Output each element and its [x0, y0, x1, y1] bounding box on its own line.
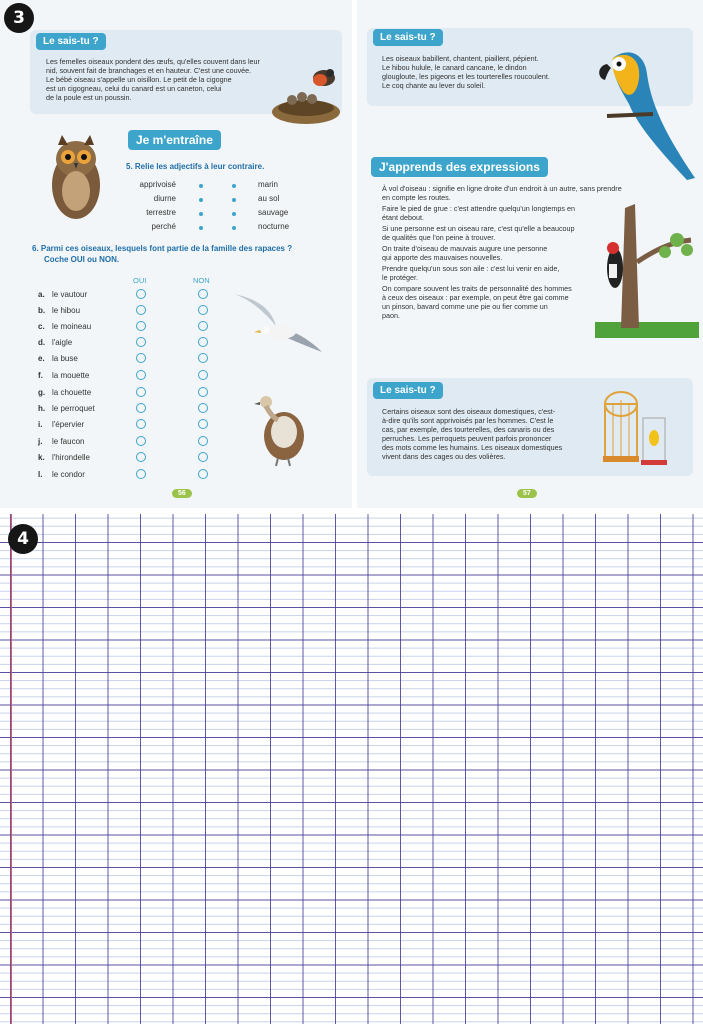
bird-name: l'aigle	[52, 338, 73, 347]
info-line: perruches. Les perroquets peuvent parfois prononcer	[382, 434, 552, 443]
column-no: NON	[193, 276, 210, 285]
bird-name: la mouette	[52, 371, 90, 380]
no-checkbox[interactable]	[198, 452, 208, 462]
yes-checkbox[interactable]	[136, 321, 146, 331]
bird-name: l'épervier	[52, 420, 85, 429]
expression-line: un pinson, bavard comme une pie ou fier comme un	[382, 302, 548, 311]
adjective-right: sauvage	[258, 208, 289, 217]
column-yes: OUI	[133, 276, 147, 285]
adjective-left: terrestre	[146, 208, 176, 217]
expressions-text	[382, 184, 700, 320]
row-letter: b.	[38, 306, 46, 315]
bird-name: le hibou	[52, 306, 81, 315]
left-page	[0, 0, 352, 508]
no-checkbox[interactable]	[198, 289, 208, 299]
adjective-left: perché	[151, 222, 176, 231]
yes-checkbox[interactable]	[136, 289, 146, 299]
no-checkbox[interactable]	[198, 387, 208, 397]
no-checkbox[interactable]	[198, 305, 208, 315]
birdcage-illustration	[597, 388, 667, 474]
exercise-5-question: 5. Relie les adjectifs à leur contraire.	[126, 162, 265, 171]
expression-line: qui apporte des mauvaises nouvelles.	[382, 253, 503, 262]
info-text	[382, 54, 614, 90]
no-checkbox[interactable]	[198, 469, 208, 479]
bird-row	[38, 371, 338, 385]
bird-name: le perroquet	[52, 404, 95, 413]
adjective-left: diurne	[153, 194, 176, 203]
info-line: de la poule est un poussin.	[46, 93, 132, 102]
bird-row	[38, 470, 338, 484]
expressions-tag: J'apprends des expressions	[371, 157, 548, 177]
expression-line: étant debout.	[382, 213, 424, 222]
adjective-right: marin	[258, 180, 279, 189]
bird-name: le condor	[52, 470, 85, 479]
no-checkbox[interactable]	[198, 321, 208, 331]
row-letter: i.	[38, 420, 43, 429]
info-line: des mots comme les humains. Les oiseaux domestiques	[382, 443, 563, 452]
adjective-left: apprivoisé	[139, 180, 176, 189]
expression-line: Si une personne est un oiseau rare, c'est qu'elle a beaucoup	[382, 224, 575, 233]
bird-name: la buse	[52, 354, 78, 363]
expression-line: à ceux des oiseaux : par exemple, on peut être gai comme	[382, 293, 569, 302]
match-dot-right[interactable]	[232, 212, 236, 216]
nest-illustration	[266, 62, 346, 128]
yes-checkbox[interactable]	[136, 387, 146, 397]
margin-line	[11, 514, 12, 1024]
match-dot-right[interactable]	[232, 226, 236, 230]
expression-line: Prendre quelqu'un sous son aile : c'est lui venir en aide,	[382, 264, 560, 273]
ruled-notebook-page	[0, 514, 703, 1024]
info-line: Le bébé oiseau s'appelle un oisillon. Le petit de la cigogne	[46, 75, 232, 84]
no-checkbox[interactable]	[198, 436, 208, 446]
expression-line: On compare souvent les traits de personnalité des hommes	[382, 284, 572, 293]
yes-checkbox[interactable]	[136, 305, 146, 315]
photo-number-badge: 3	[4, 3, 34, 33]
no-checkbox[interactable]	[198, 403, 208, 413]
no-checkbox[interactable]	[198, 353, 208, 363]
info-line: est un cigogneau, celui du canard est un caneton, celui	[46, 84, 222, 93]
row-letter: d.	[38, 338, 46, 347]
row-letter: k.	[38, 453, 45, 462]
yes-checkbox[interactable]	[136, 419, 146, 429]
yes-checkbox[interactable]	[136, 337, 146, 347]
yes-checkbox[interactable]	[136, 353, 146, 363]
seagull-illustration	[232, 290, 324, 362]
info-line: glougloute, les pigeons et les tourterelles roucoulent.	[382, 72, 550, 81]
parrot-illustration	[593, 44, 699, 184]
expression-line: Faire le pied de grue : c'est attendre quelqu'un longtemps en	[382, 204, 575, 213]
info-text	[382, 407, 598, 461]
exercise-6-instruction: Coche OUI ou NON.	[44, 255, 120, 264]
expression-line: À vol d'oiseau : signifie en ligne droite d'un endroit à un autre, sans prendre	[382, 184, 622, 193]
match-dot-left[interactable]	[199, 226, 203, 230]
expression-line: en compte les routes.	[382, 193, 451, 202]
expression-line: paon.	[382, 311, 400, 320]
right-page	[357, 0, 703, 508]
info-title: Le sais-tu ?	[36, 33, 106, 50]
row-letter: g.	[38, 388, 46, 397]
info-line: Les femelles oiseaux pondent des œufs, qu'elles couvent dans leur	[46, 57, 260, 66]
bird-name: le vautour	[52, 290, 88, 299]
info-title: Le sais-tu ?	[373, 29, 443, 46]
match-dot-right[interactable]	[232, 198, 236, 202]
row-letter: e.	[38, 354, 45, 363]
row-letter: h.	[38, 404, 46, 413]
row-letter: j.	[38, 437, 43, 446]
yes-checkbox[interactable]	[136, 452, 146, 462]
photo-number-badge: 4	[8, 524, 38, 554]
info-line: à-dire qu'ils sont apprivoisés par les hommes. C'est le	[382, 416, 554, 425]
yes-checkbox[interactable]	[136, 370, 146, 380]
bird-name: le moineau	[52, 322, 92, 331]
page-number: 57	[517, 489, 537, 498]
info-line: Les oiseaux babillent, chantent, piaillent, pépient.	[382, 54, 539, 63]
info-line: cas, par exemple, des tourterelles, des canaris ou des	[382, 425, 555, 434]
page-number: 56	[172, 489, 192, 498]
match-dot-left[interactable]	[199, 184, 203, 188]
info-line: nid, souvent fait de branchages et en hauteur. C'est une couvée.	[46, 66, 252, 75]
yes-checkbox[interactable]	[136, 403, 146, 413]
owl-illustration	[46, 133, 106, 223]
bird-name: le faucon	[52, 437, 85, 446]
match-dot-left[interactable]	[199, 212, 203, 216]
vulture-illustration	[250, 392, 312, 468]
info-title: Le sais-tu ?	[373, 382, 443, 399]
no-checkbox[interactable]	[198, 337, 208, 347]
book-spread-photo	[0, 0, 703, 510]
row-letter: c.	[38, 322, 45, 331]
row-letter: l.	[38, 470, 43, 479]
yes-checkbox[interactable]	[136, 469, 146, 479]
row-letter: a.	[38, 290, 45, 299]
match-dot-left[interactable]	[199, 198, 203, 202]
bird-name: l'hirondelle	[52, 453, 90, 462]
adjective-right: nocturne	[258, 222, 290, 231]
info-line: Le coq chante au lever du soleil.	[382, 81, 486, 90]
exercise-6-question: 6. Parmi ces oiseaux, lesquels font partie de la famille des rapaces ?	[32, 244, 293, 253]
expression-line: On traite d'oiseau de mauvais augure une personne	[382, 244, 548, 253]
expression-line: le protéger.	[382, 273, 418, 282]
expression-line: de qualités que l'on peine à trouver.	[382, 233, 496, 242]
section-tag: Je m'entraîne	[128, 130, 221, 150]
info-line: Le hibou hulule, le canard cancane, le dindon	[382, 63, 527, 72]
no-checkbox[interactable]	[198, 370, 208, 380]
no-checkbox[interactable]	[198, 419, 208, 429]
yes-checkbox[interactable]	[136, 436, 146, 446]
match-dot-right[interactable]	[232, 184, 236, 188]
row-letter: f.	[38, 371, 43, 380]
bird-name: la chouette	[52, 388, 92, 397]
info-line: vivent dans des cages ou des volières.	[382, 452, 506, 461]
info-line: Certains oiseaux sont des oiseaux domestiques, c'est-	[382, 407, 556, 416]
adjective-right: au sol	[258, 194, 280, 203]
